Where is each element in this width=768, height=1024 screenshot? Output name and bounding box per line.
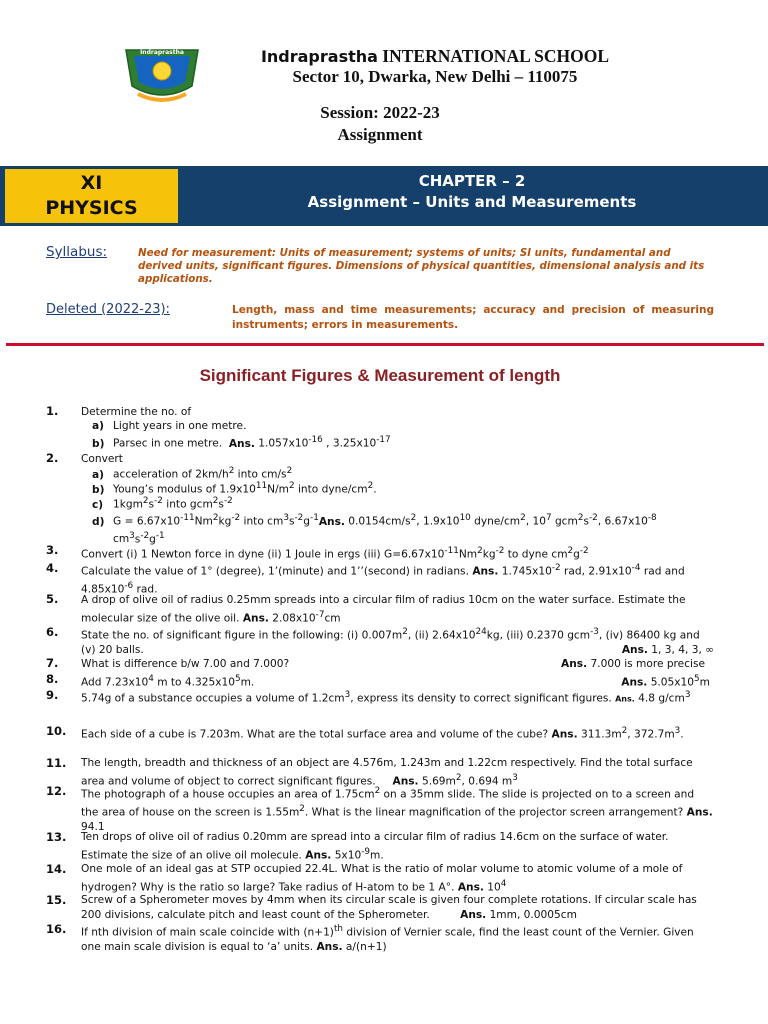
question-number: 13. bbox=[46, 830, 67, 844]
chapter-title: Assignment – Units and Measurements bbox=[307, 193, 637, 211]
chapter-number: CHAPTER – 2 bbox=[418, 172, 526, 190]
question-number: 10. bbox=[46, 724, 67, 738]
question-number: 3. bbox=[46, 543, 59, 557]
doc-type: Assignment bbox=[337, 125, 423, 144]
question-text: The length, breadth and thickness of an object are 4.576m, 1.243m and 1.22cm respectively. Find the total surface area and volume of object to correct significant figures. Ans. $5.69m^2$, 0.694 $m^3$ bbox=[81, 757, 693, 788]
sub-item: a) Light years in one metre. bbox=[92, 420, 247, 432]
question-number: 14. bbox=[46, 862, 67, 876]
question-text: If nth division of main scale coincide with $(n+1)^{th}$ division of Vernier scale, find the least count of the Vernier. Given one main scale division is equal to ‘a’ units. Ans. a/(n+1) bbox=[81, 924, 694, 954]
question-text: 5.74g of a substance occupies a volume of $1.2cm^3$, express its density to correct significant figures. Ans. 4.8 $g/cm^3$ bbox=[81, 690, 691, 705]
session: Session: 2022-23 bbox=[320, 103, 440, 122]
school-header bbox=[215, 46, 655, 87]
section-title: Significant Figures & Measurement of length bbox=[199, 366, 561, 385]
deleted-text: Length, mass and time measurements; accuracy and precision of measuring instruments; errors in measurements. bbox=[232, 304, 714, 331]
class-label: XI bbox=[80, 172, 103, 194]
question-number: 9. bbox=[46, 688, 59, 702]
chapter-info bbox=[182, 169, 762, 212]
question-number: 2. bbox=[46, 451, 59, 465]
logo-text: Indraprastha bbox=[140, 49, 184, 56]
syllabus-label: Syllabus: bbox=[46, 244, 108, 260]
sub-item: c) $1kgm^2s^{-2}$ into $gcm^2s^{-2}$ bbox=[92, 496, 233, 511]
question-text: Each side of a cube is 7.203m. What are the total surface area and volume of the cube? Ans. $311.3m^2$, $372.7m^3$. bbox=[81, 726, 684, 741]
question-text: The photograph of a house occupies an area of $1.75cm^2$ on a 35mm slide. The slide is projected on to a screen and the area of house on the screen is $1.55m^2$. What is the linear magnification of the projector screen arrangement? Ans. 94.1 bbox=[81, 786, 713, 834]
question-text: What is difference b/w 7.00 and 7.000? Ans. 7.000 is more precise bbox=[81, 658, 705, 670]
question-number: 7. bbox=[46, 656, 59, 670]
sub-item: b) Young’s modulus of $1.9x10^{11}N/m^2$ into dyne/$cm^2$. bbox=[92, 481, 377, 496]
question-text: Calculate the value of 1° (degree), 1’(minute) and 1’’(second) in radians. Ans. $1.745x10^{-2}$ rad, $2.91x10^{-4}$ rad and $4.85x10^{-6}$ rad. bbox=[81, 563, 685, 596]
question-number: 5. bbox=[46, 592, 59, 606]
question-number: 1. bbox=[46, 404, 59, 418]
question-number: 12. bbox=[46, 784, 67, 798]
class-subject-box bbox=[5, 169, 178, 223]
question-number: 11. bbox=[46, 756, 67, 770]
question-text: Determine the no. of bbox=[81, 406, 192, 418]
question-text: Convert bbox=[81, 453, 123, 465]
school-logo bbox=[118, 40, 206, 106]
deleted-label: Deleted (2022-23): bbox=[46, 302, 170, 317]
question-text: Convert (i) 1 Newton force in dyne (ii) 1 Joule in ergs (iii) $G=6.67x10^{-11}Nm^2kg^{-2}$ to dyne $cm^2g^{-2}$ bbox=[81, 546, 589, 561]
question-text: Screw of a Spherometer moves by 4mm when its circular scale is given four complete rotations. If circular scale has 200 divisions, calculate pitch and least count of the Spherometer. Ans. 1mm, 0.0005cm bbox=[81, 894, 697, 921]
question-text: Ten drops of olive oil of radius 0.20mm are spread into a circular film of radius 14.6cm on the surface of water. Estimate the size of an olive oil molecule. Ans. $5x10^{-9}m$. bbox=[81, 831, 669, 862]
question-number: 15. bbox=[46, 893, 67, 907]
sub-item: a) acceleration of $2km/h^2$ into $cm/s^2$ bbox=[92, 466, 293, 481]
question-number: 6. bbox=[46, 625, 59, 639]
question-number: 16. bbox=[46, 922, 67, 936]
school-name: INTERNATIONAL SCHOOL bbox=[377, 46, 610, 66]
divider bbox=[6, 343, 764, 346]
subject-label: PHYSICS bbox=[45, 197, 138, 219]
school-address: Sector 10, Dwarka, New Delhi – 110075 bbox=[292, 67, 578, 86]
question-text: State the no. of significant figure in the following: (i) $0.007m^2$, (ii) $2.64x10^{24}kg$, (iii) 0.2370 gcm$^{-3}$, (iv) 86400 kg and (v) 20 balls. Ans. 1, 3, 4, 3, ∞ bbox=[81, 627, 714, 657]
syllabus-text: Need for measurement: Units of measurement; systems of units; SI units, fundamental and derived units, significant figures. Dimensions of physical quantities, dimensional analysis and its applications. bbox=[138, 247, 705, 285]
sub-item: d) $G = 6.67x10^{-11}Nm^2kg^{-2}$ into $cm^3s^{-2}g^{-1}Ans$. $0.0154cm/s^2$, $1.9x10^{10}$ dyne/$cm^2$, $10^7$ $gcm^2s^{-2}$, $6.67x10^{-8}$ $cm^3s^{-2}g^{-1}$ bbox=[92, 513, 657, 546]
question-number: 8. bbox=[46, 672, 59, 686]
question-text: One mole of an ideal gas at STP occupied 22.4L. What is the ratio of molar volume to atomic volume of a mole of hydrogen? Why is the ratio so large? Take radius of H-atom to be 1 A°. Ans. $10^4$ bbox=[81, 863, 683, 894]
question-text: Add $7.23x10^4$ m to $4.325x10^5m$. Ans. $5.05x10^5m$ bbox=[81, 674, 710, 689]
question-text: A drop of olive oil of radius 0.25mm spreads into a circular film of radius 10cm on the water surface. Estimate the molecular size of the olive oil. Ans. $2.08x10^{-7}cm$ bbox=[81, 594, 686, 625]
question-number: 4. bbox=[46, 561, 59, 575]
sub-item: b) Parsec in one metre. Ans. $1.057x10^{-16}$ , $3.25x10^{-17}$ bbox=[92, 435, 391, 450]
school-brand: Indraprastha bbox=[260, 47, 378, 66]
